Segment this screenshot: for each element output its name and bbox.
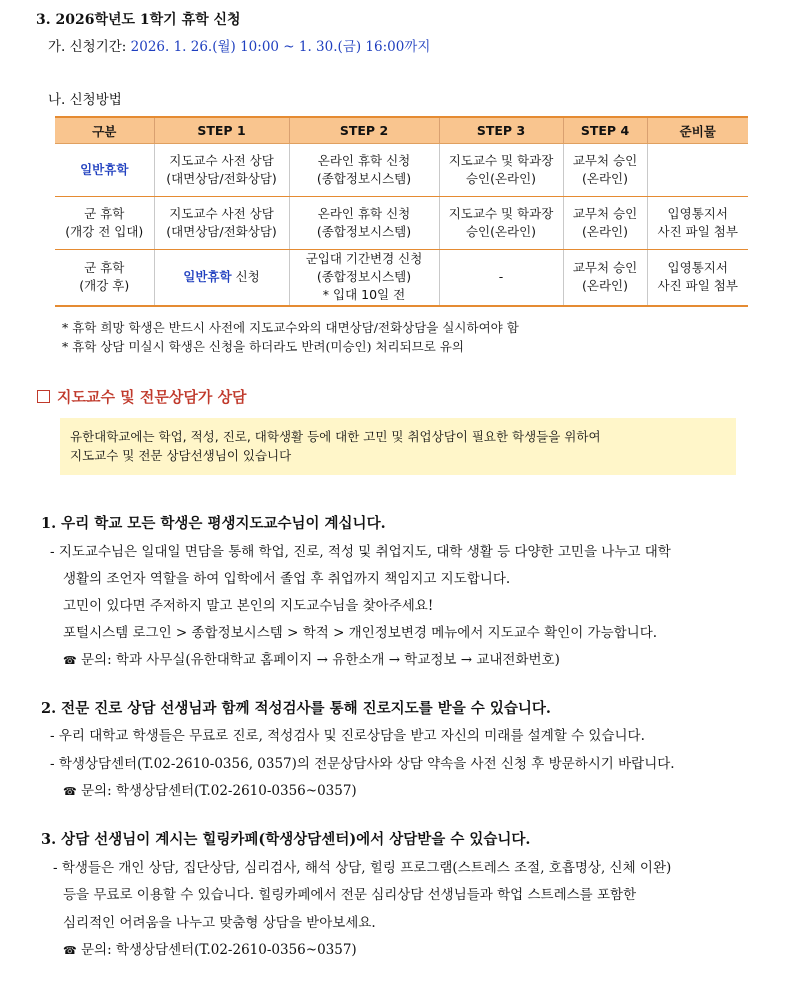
item2-title: 2. 전문 진로 상담 선생님과 함께 적성검사를 통해 진로지도를 받을 수 있습니다. xyxy=(41,700,551,717)
row3-step3: - xyxy=(439,250,563,306)
table-header-row xyxy=(55,117,748,144)
header-step2: STEP 2 xyxy=(289,117,439,144)
header-step3: STEP 3 xyxy=(439,117,563,144)
item2-line-2: - 학생상담센터(T.02-2610-0356, 0357)의 전문상담사와 상담 약속을 사전 신청 후 방문하시기 바랍니다. xyxy=(50,756,675,772)
note-1: * 휴학 희망 학생은 반드시 사전에 지도교수와의 대면상담/전화상담을 실시하여야 함 xyxy=(62,320,519,335)
row3-step1: 일반휴학 신청 xyxy=(154,250,289,306)
row3-step2: 군입대 기간변경 신청 (종합정보시스템) * 입대 10일 전 xyxy=(289,250,439,306)
header-step4: STEP 4 xyxy=(563,117,647,144)
header-step1: STEP 1 xyxy=(154,117,289,144)
phone-icon: ☎ xyxy=(63,944,77,957)
row1-step3: 지도교수 및 학과장 승인(온라인) xyxy=(439,144,563,197)
row3-type: 군 휴학 (개강 후) xyxy=(55,250,154,306)
row2-step4: 교무처 승인 (온라인) xyxy=(563,197,647,250)
item2-line-1: - 우리 대학교 학생들은 무료로 진로, 적성검사 및 진로상담을 받고 자신의 미래를 설계할 수 있습니다. xyxy=(50,728,645,744)
section-title: 3. 2026학년도 1학기 휴학 신청 xyxy=(36,12,241,28)
item3-line-2: 등을 무료로 이용할 수 있습니다. 힐링카페에서 전문 심리상담 선생님들과 학업 스트레스를 포함한 xyxy=(63,887,637,903)
header-category: 구분 xyxy=(55,117,154,144)
period-value: 2026. 1. 26.(월) 10:00 ~ 1. 30.(금) 16:00까지 xyxy=(130,39,431,55)
item1-line-2: 생활의 조언자 역할을 하여 입학에서 졸업 후 취업까지 책임지고 지도합니다. xyxy=(63,571,511,587)
row2-type: 군 휴학 (개강 전 입대) xyxy=(55,197,154,250)
checkbox-icon xyxy=(37,390,50,403)
table-row xyxy=(55,250,748,306)
row2-step3: 지도교수 및 학과장 승인(온라인) xyxy=(439,197,563,250)
leave-application-table xyxy=(55,116,748,307)
table-row xyxy=(55,197,748,250)
row3-step4: 교무처 승인 (온라인) xyxy=(563,250,647,306)
intro-line-1: 유한대학교에는 학업, 적성, 진로, 대학생활 등에 대한 고민 및 취업상담이 필요한 학생들을 위하여 xyxy=(70,429,601,444)
method-label: 나. 신청방법 xyxy=(48,92,122,108)
intro-line-2: 지도교수 및 전문 상담선생님이 있습니다 xyxy=(70,448,292,463)
phone-icon: ☎ xyxy=(63,785,77,798)
row2-step1: 지도교수 사전 상담 (대면상담/전화상담) xyxy=(154,197,289,250)
application-period xyxy=(48,35,430,55)
item2-contact: ☎ 문의: 학생상담센터(T.02-2610-0356~0357) xyxy=(63,783,357,799)
row2-step2: 온라인 휴학 신청 (종합정보시스템) xyxy=(289,197,439,250)
note-2: * 휴학 상담 미실시 학생은 신청을 하더라도 반려(미승인) 처리되므로 유의 xyxy=(62,339,464,354)
intro-note-box xyxy=(60,418,736,475)
item3-line-1: - 학생들은 개인 상담, 집단상담, 심리검사, 해석 상담, 힐링 프로그램(스트레스 조절, 호흡명상, 신체 이완) xyxy=(53,860,672,876)
period-label: 가. 신청기간: xyxy=(48,39,127,55)
counsel-title: 지도교수 및 전문상담가 상담 xyxy=(57,388,247,406)
item1-title: 1. 우리 학교 모든 학생은 평생지도교수님이 계십니다. xyxy=(41,515,386,532)
item1-line-3: 고민이 있다면 주저하지 말고 본인의 지도교수님을 찾아주세요! xyxy=(63,598,434,614)
item3-title: 3. 상담 선생님이 계시는 힐링카페(학생상담센터)에서 상담받을 수 있습니다. xyxy=(41,831,531,848)
row1-prep xyxy=(647,144,748,197)
table-row xyxy=(55,144,748,197)
item1-contact: ☎ 문의: 학과 사무실(유한대학교 홈페이지 → 유한소개 → 학교정보 → 교내전화번호) xyxy=(63,652,560,668)
row1-type: 일반휴학 xyxy=(55,144,154,197)
phone-icon: ☎ xyxy=(63,654,77,667)
row1-step1: 지도교수 사전 상담 (대면상담/전화상담) xyxy=(154,144,289,197)
item1-line-1: - 지도교수님은 일대일 면담을 통해 학업, 진로, 적성 및 취업지도, 대학 생활 등 다양한 고민을 나누고 대학 xyxy=(50,544,671,560)
row1-step4: 교무처 승인 (온라인) xyxy=(563,144,647,197)
item3-contact: ☎ 문의: 학생상담센터(T.02-2610-0356~0357) xyxy=(63,942,357,958)
header-prep: 준비물 xyxy=(647,117,748,144)
row2-prep: 입영통지서 사진 파일 첨부 xyxy=(647,197,748,250)
item3-line-3: 심리적인 어려움을 나누고 맞춤형 상담을 받아보세요. xyxy=(63,915,376,931)
item1-line-4: 포털시스템 로그인 > 종합정보시스템 > 학적 > 개인정보변경 메뉴에서 지도교수 확인이 가능합니다. xyxy=(63,625,658,641)
row1-step2: 온라인 휴학 신청 (종합정보시스템) xyxy=(289,144,439,197)
row3-prep: 입영통지서 사진 파일 첨부 xyxy=(647,250,748,306)
